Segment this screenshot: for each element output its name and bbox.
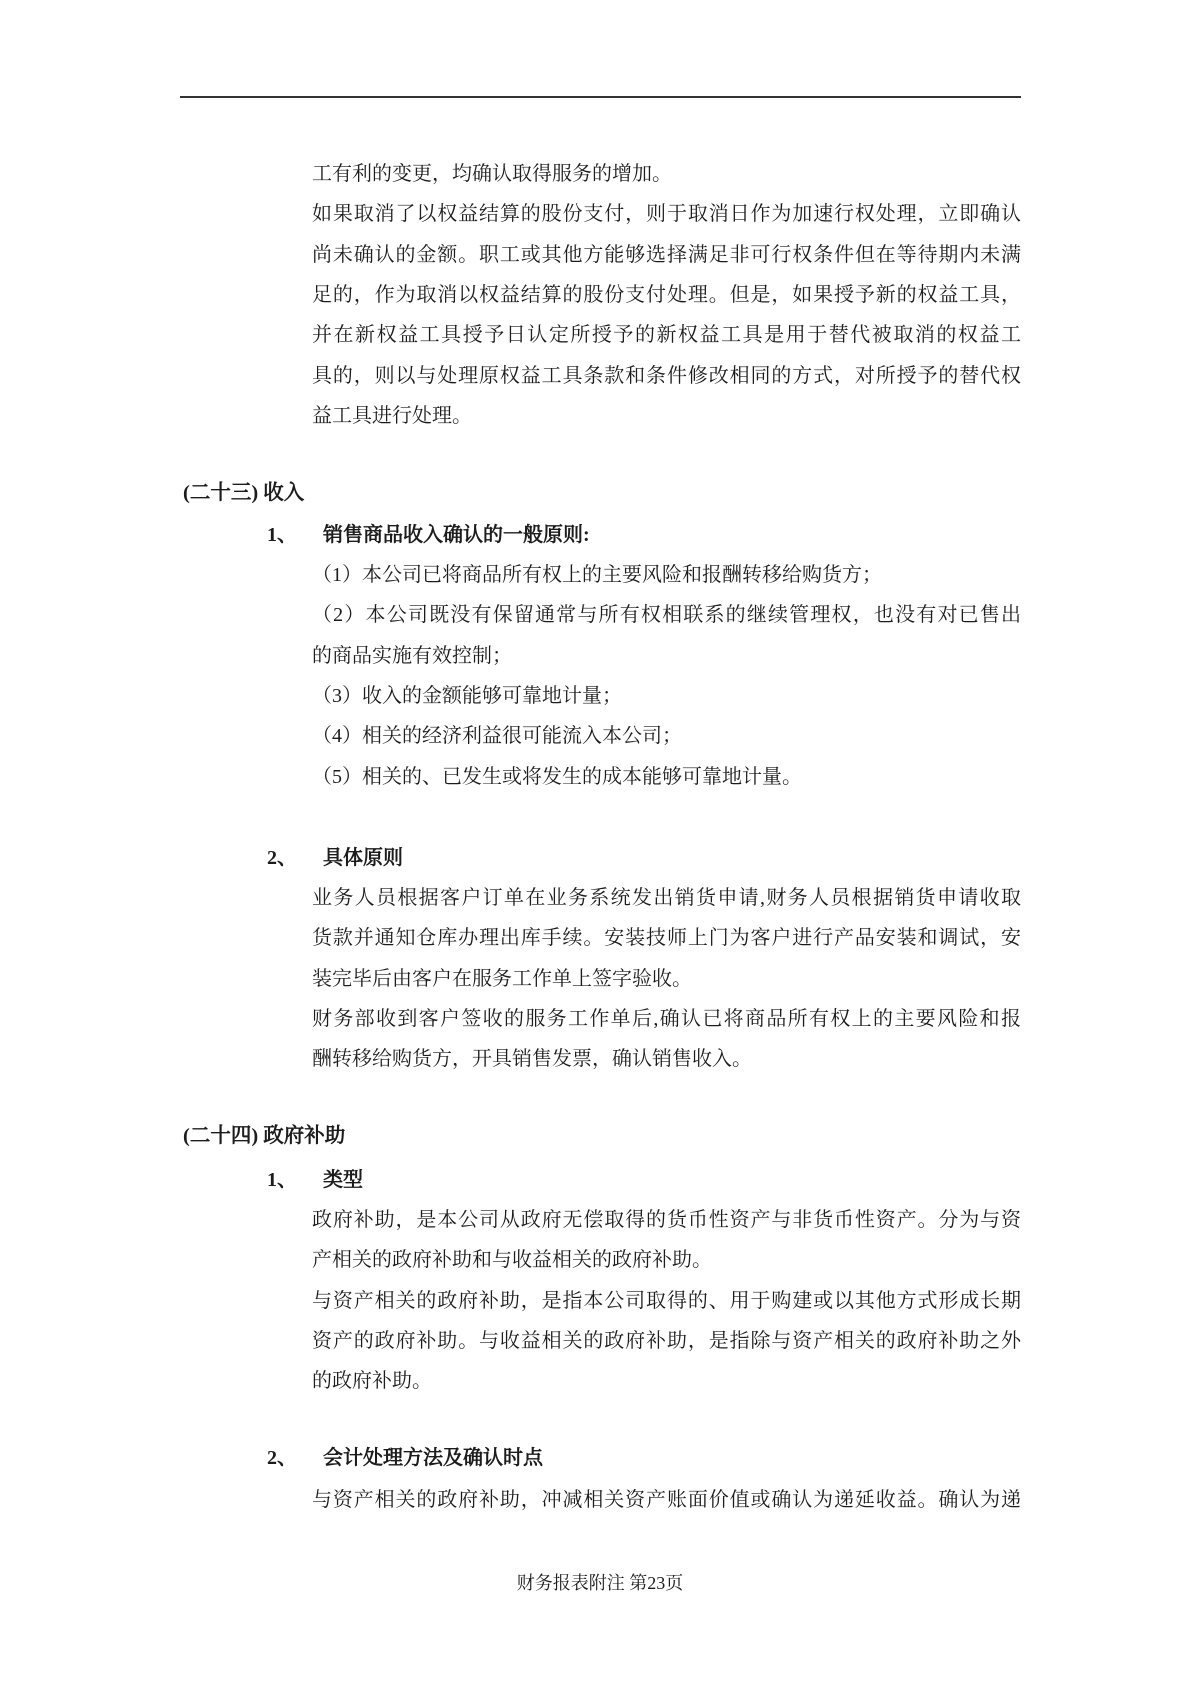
section-title: (二十三) 收入 bbox=[183, 482, 305, 504]
item-title: 销售商品收入确认的一般原则: bbox=[323, 524, 590, 546]
text-line: （2）本公司既没有保留通常与所有权相联系的继续管理权，也没有对已售出 bbox=[312, 604, 1021, 627]
item-number: 2、 bbox=[267, 1447, 297, 1469]
item-number: 2、 bbox=[267, 847, 297, 869]
text-line: 产相关的政府补助和与收益相关的政府补助。 bbox=[312, 1249, 712, 1272]
item-title: 具体原则 bbox=[323, 847, 403, 869]
text-line: 财务部收到客户签收的服务工作单后,确认已将商品所有权上的主要风险和报 bbox=[312, 1007, 1021, 1030]
text-line: （3）收入的金额能够可靠地计量； bbox=[312, 684, 622, 707]
section-heading-revenue bbox=[183, 473, 304, 513]
intro-paragraph bbox=[312, 154, 1021, 436]
accounting-treatment-paragraph bbox=[312, 1480, 1021, 1520]
text-line: 的政府补助。 bbox=[312, 1370, 432, 1393]
text-line: 益工具进行处理。 bbox=[312, 404, 472, 427]
text-line: （4）相关的经济利益很可能流入本公司； bbox=[312, 725, 682, 748]
text-line: 尚未确认的金额。职工或其他方能够选择满足非可行权条件但在等待期内未满 bbox=[312, 243, 1021, 266]
text-line: 政府补助，是本公司从政府无偿取得的货币性资产与非货币性资产。分为与资 bbox=[312, 1209, 1021, 1231]
item-title: 会计处理方法及确认时点 bbox=[323, 1447, 543, 1469]
item-number: 1、 bbox=[267, 524, 297, 546]
page-footer: 财务报表附注 第23页 bbox=[516, 1573, 684, 1593]
item-title: 类型 bbox=[323, 1169, 363, 1191]
general-principles-list bbox=[312, 555, 1021, 797]
text-line: （1）本公司已将商品所有权上的主要风险和报酬转移给购货方； bbox=[312, 564, 882, 586]
section-title: (二十四) 政府补助 bbox=[183, 1125, 346, 1147]
text-line: 货款并通知仓库办理出库手续。安装技师上门为客户进行产品安装和调试，安 bbox=[312, 927, 1021, 950]
text-line: 工有利的变更，均确认取得服务的增加。 bbox=[312, 163, 672, 185]
text-line: 酬转移给购货方，开具销售发票，确认销售收入。 bbox=[312, 1048, 752, 1071]
types-paragraph bbox=[312, 1200, 1021, 1402]
item-heading-general-principles bbox=[267, 515, 590, 555]
text-line: 业务人员根据客户订单在业务系统发出销货申请,财务人员根据销货申请收取 bbox=[312, 887, 1021, 909]
text-line: 资产的政府补助。与收益相关的政府补助，是指除与资产相关的政府补助之外 bbox=[312, 1329, 1021, 1352]
text-line: 具的，则以与处理原权益工具条款和条件修改相同的方式，对所授予的替代权 bbox=[312, 364, 1021, 387]
text-line: 与资产相关的政府补助，是指本公司取得的、用于购建或以其他方式形成长期 bbox=[312, 1289, 1021, 1312]
text-line: 与资产相关的政府补助，冲减相关资产账面价值或确认为递延收益。确认为递 bbox=[312, 1489, 1021, 1511]
item-number: 1、 bbox=[267, 1169, 297, 1191]
item-heading-specific-principles bbox=[267, 838, 403, 878]
text-line: 装完毕后由客户在服务工作单上签字验收。 bbox=[312, 967, 692, 990]
text-line: （5）相关的、已发生或将发生的成本能够可靠地计量。 bbox=[312, 765, 802, 788]
section-heading-government-grants bbox=[183, 1116, 345, 1156]
text-line: 如果取消了以权益结算的股份支付，则于取消日作为加速行权处理，立即确认 bbox=[312, 203, 1021, 226]
specific-principles-paragraph bbox=[312, 878, 1021, 1080]
text-line: 并在新权益工具授予日认定所授予的新权益工具是用于替代被取消的权益工 bbox=[312, 324, 1021, 347]
item-heading-types bbox=[267, 1160, 363, 1200]
text-line: 足的，作为取消以权益结算的股份支付处理。但是，如果授予新的权益工具， bbox=[312, 283, 1021, 306]
item-heading-accounting-treatment bbox=[267, 1438, 543, 1478]
text-line: 的商品实施有效控制； bbox=[312, 644, 512, 667]
header-rule bbox=[180, 96, 1021, 98]
